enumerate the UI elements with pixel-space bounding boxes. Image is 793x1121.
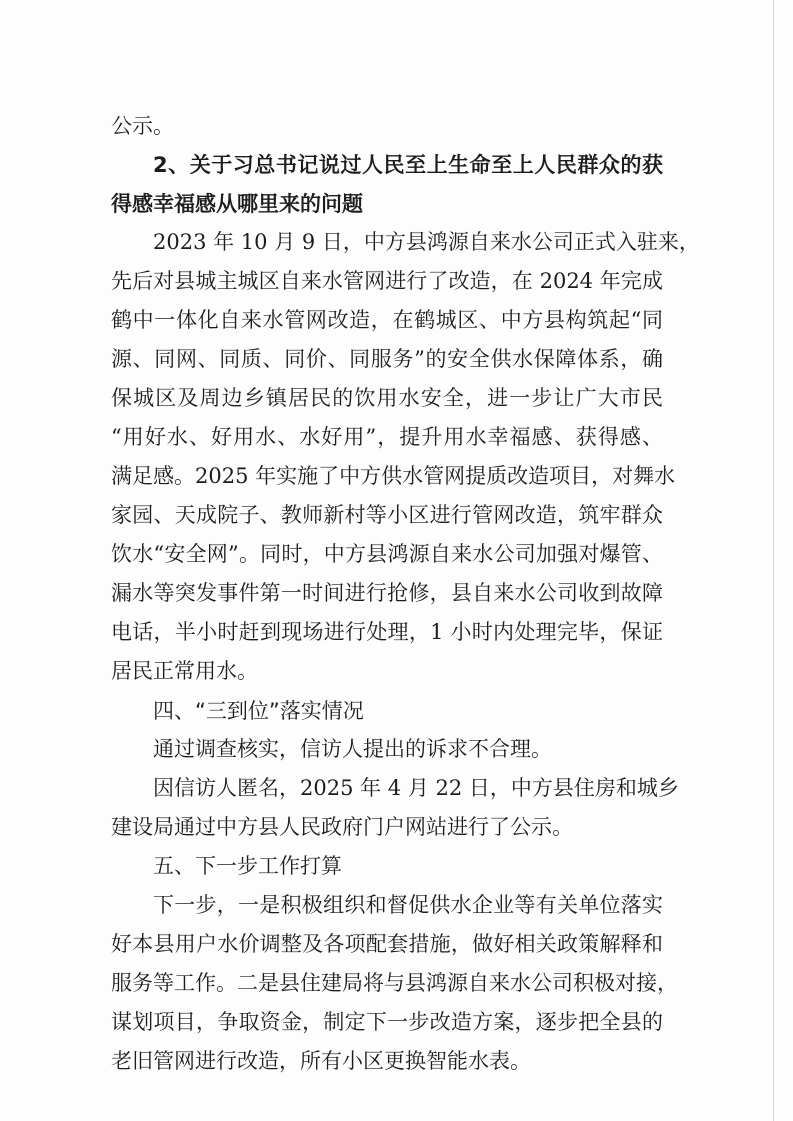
text-line-7: 源、同网、同质、同价、同服务”的安全供水保障体系，确 bbox=[111, 347, 663, 371]
page-edge-line bbox=[773, 0, 774, 1121]
text-line-6: 鹤中一体化自来水管网改造，在鹤城区、中方县构筑起“同 bbox=[111, 308, 663, 332]
text-line-11: 家园、天成院子、教师新村等小区进行管网改造，筑牢群众 bbox=[111, 503, 663, 527]
section-heading-2-cont: 得感幸福感从哪里来的问题 bbox=[111, 192, 363, 216]
text-line-4: 2023 年 10 月 9 日，中方县鸿源自来水公司正式入驻来， bbox=[153, 230, 700, 254]
text-line-10: 满足感。2025 年实施了中方供水管网提质改造项目，对舞水 bbox=[111, 464, 676, 488]
text-line-1: 公示。 bbox=[111, 114, 174, 138]
text-line-13: 漏水等突发事件第一时间进行抢修，县自来水公司收到故障 bbox=[111, 581, 663, 605]
text-line-21: 下一步，一是积极组织和督促供水企业等有关单位落实 bbox=[153, 893, 663, 917]
text-line-12: 饮水“安全网”。同时，中方县鸿源自来水公司加强对爆管、 bbox=[111, 542, 663, 566]
text-line-9: “用好水、好用水、水好用”，提升用水幸福感、获得感、 bbox=[111, 425, 663, 449]
text-line-15: 居民正常用水。 bbox=[111, 659, 258, 683]
text-line-23: 服务等工作。二是县住建局将与县鸿源自来水公司积极对接， bbox=[111, 971, 678, 995]
text-line-5: 先后对县城主城区自来水管网进行了改造，在 2024 年完成 bbox=[111, 269, 663, 293]
text-line-14: 电话，半小时赶到现场进行处理，1 小时内处理完毕，保证 bbox=[111, 620, 663, 644]
section-heading-2: 2、关于习总书记说过人民至上生命至上人民群众的获 bbox=[153, 153, 663, 177]
section-heading-4: 四、“三到位”落实情况 bbox=[153, 699, 364, 723]
text-line-17: 通过调查核实，信访人提出的诉求不合理。 bbox=[153, 737, 552, 761]
text-line-24: 谋划项目，争取资金，制定下一步改造方案，逐步把全县的 bbox=[111, 1010, 663, 1034]
text-line-19: 建设局通过中方县人民政府门户网站进行了公示。 bbox=[111, 815, 573, 839]
text-line-8: 保城区及周边乡镇居民的饮用水安全，进一步让广大市民 bbox=[111, 386, 663, 410]
section-heading-5: 五、下一步工作打算 bbox=[153, 854, 342, 878]
text-line-22: 好本县用户水价调整及各项配套措施，做好相关政策解释和 bbox=[111, 932, 663, 956]
text-line-25: 老旧管网进行改造，所有小区更换智能水表。 bbox=[111, 1049, 531, 1073]
text-line-18: 因信访人匿名，2025 年 4 月 22 日，中方县住房和城乡 bbox=[153, 776, 679, 800]
